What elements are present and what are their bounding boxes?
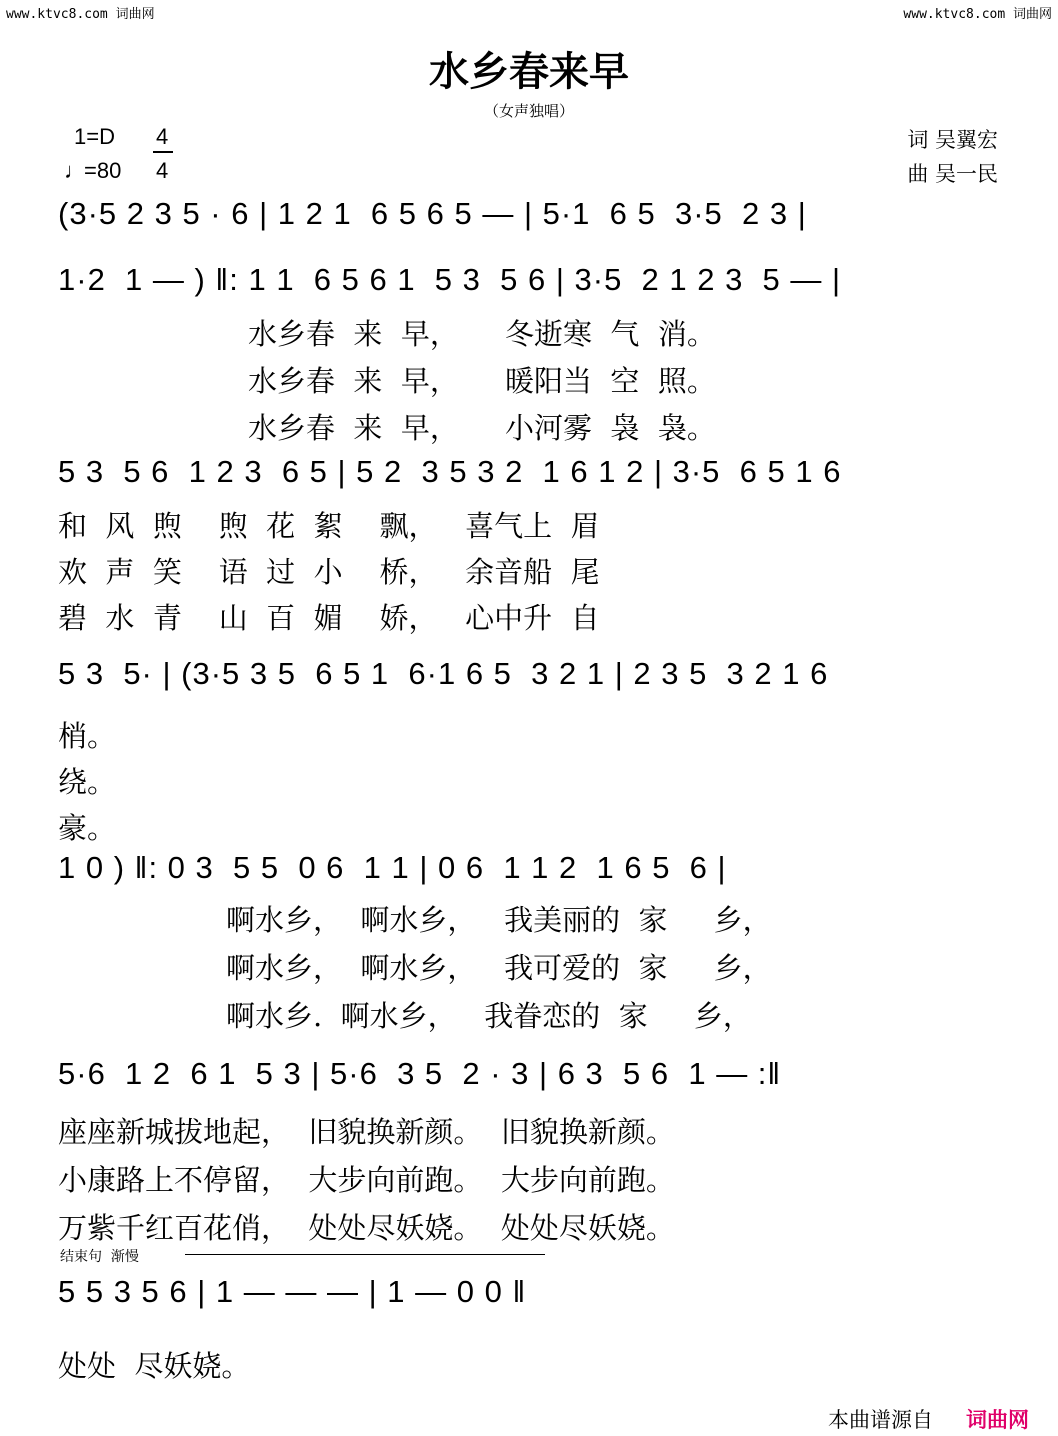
lyric-line: 水乡春 来 早， 冬逝寒 气 消。 [248, 317, 716, 351]
lyric-line: 啊水乡， 啊水乡， 我可爱的 家 乡， [226, 951, 772, 985]
notation-line-7: 5 5 3 5 6 | 1 — — — | 1 — 0 0 ‖ [58, 1274, 527, 1309]
lyric-line: 水乡春 来 早， 小河雾 袅 袅。 [248, 411, 716, 445]
lyric-line: 座座新城拔地起， 旧貌换新颜。 旧貌换新颜。 [58, 1115, 675, 1149]
time-signature-bottom: 4 [156, 158, 169, 183]
lyric-line: 欢 声 笑 语 过 小 桥， 余音船 尾 [58, 555, 600, 589]
lyric-line: 梢。 [58, 719, 117, 753]
tempo-note-icon: ♩ [64, 158, 86, 183]
watermark-left: www.ktvc8.com 词曲网 [6, 7, 155, 22]
notation-line-4: 5 3 5· | (3·5 3 5 6 5 1 6·1 6 5 3 2 1 | 2 3 5 3 2 1 6 [58, 656, 829, 691]
lyric-line: 水乡春 来 早， 暖阳当 空 照。 [248, 364, 716, 398]
song-subtitle: （女声独唱） [483, 102, 574, 120]
tempo-marking: =80 [84, 158, 122, 183]
lyricist-credit: 词 吴翼宏 [907, 128, 998, 152]
time-signature-bar [153, 151, 173, 153]
lyric-line: 碧 水 青 山 百 媚 娇， 心中升 自 [58, 601, 600, 635]
notation-line-2: 1·2 1 — ) ‖: 1 1 6 5 6 1 5 3 5 6 | 3·5 2 1 2 3 5 — | [58, 262, 842, 297]
lyric-line: 和 风 煦 煦 花 絮 飘， 喜气上 眉 [58, 509, 600, 543]
lyric-line: 啊水乡， 啊水乡， 我美丽的 家 乡， [226, 903, 772, 937]
site-name-link[interactable]: 词曲网 [966, 1408, 1029, 1432]
watermark-right: www.ktvc8.com 词曲网 [903, 7, 1052, 22]
song-title: 水乡春来早 [429, 49, 629, 95]
notation-line-1: (3·5 2 3 5 · 6 | 1 2 1 6 5 6 5 — | 5·1 6 5 3·5 2 3 | [58, 196, 807, 231]
lyric-line: 万紫千红百花俏， 处处尽妖娆。 处处尽妖娆。 [58, 1211, 675, 1245]
lyric-line: 小康路上不停留， 大步向前跑。 大步向前跑。 [58, 1163, 675, 1197]
lyric-line: 绕。 [58, 765, 117, 799]
lyric-line: 豪。 [58, 811, 117, 845]
source-label: 本曲谱源自 [828, 1408, 933, 1432]
notation-line-5: 1 0 ) ‖: 0 3 5 5 0 6 1 1 | 0 6 1 1 2 1 6 5 6 | [58, 850, 727, 885]
key-signature: 1=D [74, 124, 115, 149]
lyric-line: 处处 尽妖娆。 [58, 1349, 251, 1383]
composer-credit: 曲 吴一民 [907, 162, 998, 186]
notation-line-6: 5·6 1 2 6 1 5 3 | 5·6 3 5 2 · 3 | 6 3 5 6 1 — :‖ [58, 1056, 782, 1091]
ritardando-line [185, 1254, 545, 1255]
lyric-line: 啊水乡. 啊水乡， 我眷恋的 家 乡， [226, 999, 752, 1033]
time-signature-top: 4 [156, 124, 169, 149]
ending-hint: 结束句 渐慢 [60, 1249, 139, 1265]
notation-line-3: 5 3 5 6 1 2 3 6 5 | 5 2 3 5 3 2 1 6 1 2 | 3·5 6 5 1 6 [58, 454, 842, 489]
